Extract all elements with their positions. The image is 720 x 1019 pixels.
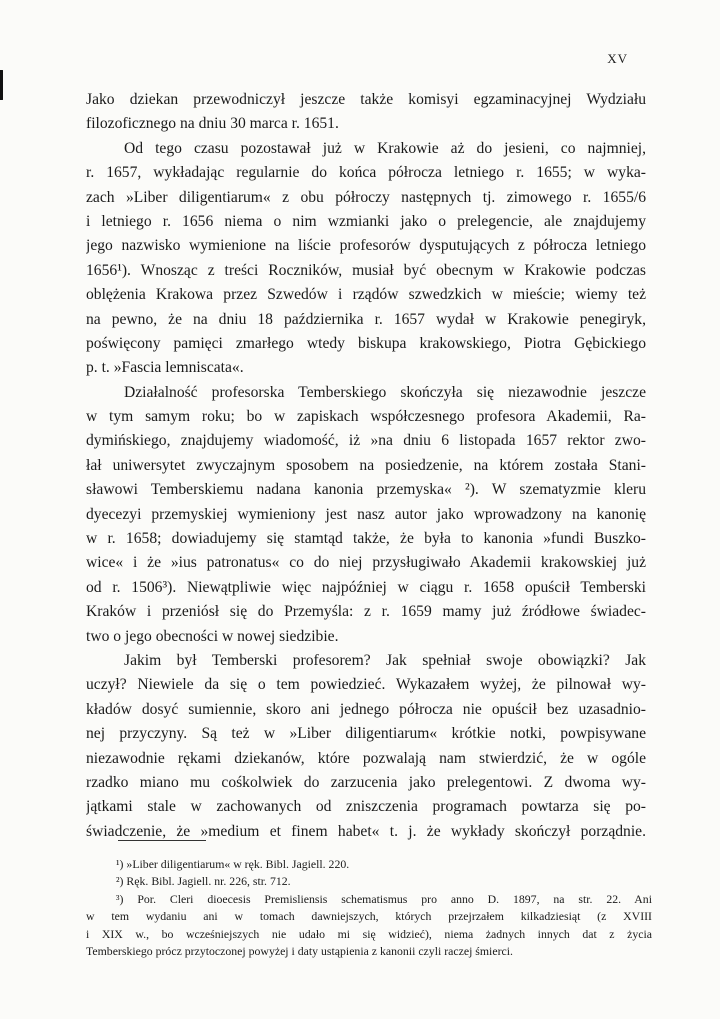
body-line: jego nazwisko wymienione na liście profesorów dysputujących z półrocza letniego xyxy=(86,237,646,255)
body-line: sławowi Temberskiemu nadana kanonia przemyska« ²). W szematyzmie kleru xyxy=(86,481,646,499)
body-line: dymińskiego, znajdujemy wiadomość, iż »na dniu 6 listopada 1657 rektor zwo- xyxy=(86,432,646,450)
footnote-line: ³) Por. Cleri dioecesis Premisliensis schematismus pro anno D. 1897, na str. 22. Ani xyxy=(116,891,652,906)
body-line: filozoficznego na dniu 30 marca r. 1651. xyxy=(86,115,339,133)
body-line: jątkami stale w zachowanych od zniszczenia programach powtarza się po- xyxy=(86,798,646,816)
footnote-line: i XIX w., bo wcześniejszych nie udało mi się widzieć), niema żadnych innych dat z życia xyxy=(86,926,652,941)
body-line: Jakim był Temberski profesorem? Jak spełniał swoje obowiązki? Jak xyxy=(124,651,646,669)
body-line: uczył? Niewiele da się o tem powiedzieć. Wykazałem wyżej, że pilnował wy- xyxy=(86,676,646,694)
body-line: r. 1657, wykładając regularnie do końca półrocza letniego r. 1655; w wyka- xyxy=(86,164,646,182)
footnote-separator xyxy=(118,840,206,841)
body-line: Od tego czasu pozostawał już w Krakowie aż do jesieni, co najmniej, xyxy=(124,139,646,157)
body-line: dyecezyi przemyskiej wymieniony jest nasz autor jako wprowadzony na kanonię xyxy=(86,505,646,523)
body-text xyxy=(86,88,646,844)
body-line: kładów dosyć sumiennie, skoro ani jednego półrocza nie opuścił bez uzasadnio- xyxy=(86,700,646,718)
body-line: świadczenie, że »medium et finem habet« t. j. że wykłady skończył porządnie. xyxy=(86,822,646,840)
footnote-line: w tem wydaniu ani w tomach dawniejszych, których przejrzałem kilkadziesiąt (z XVIII xyxy=(86,909,652,924)
footnote-line: ¹) »Liber diligentiarum« w ręk. Bibl. Jagiell. 220. xyxy=(116,857,350,871)
body-line: zach »Liber diligentiarum« z obu półroczy następnych tj. zimowego r. 1655/6 xyxy=(86,188,646,206)
body-line: Jako dziekan przewodniczył jeszcze także komisyi egzaminacyjnej Wydziału xyxy=(86,91,646,108)
body-line: łał uniwersytet zwyczajnym sposobem na posiedzenie, na którem została Stani- xyxy=(86,456,646,474)
body-line: w r. 1658; dowiadujemy się stamtąd także, że była to kanonia »fundi Buszko- xyxy=(86,530,646,548)
body-line: nej przyczyny. Są też w »Liber diligentiarum« krótkie notki, powpisywane xyxy=(86,725,646,743)
body-line: i letniego r. 1656 niema o nim wzmianki jako o prelegencie, ale znajdujemy xyxy=(86,212,646,230)
body-line: 1656¹). Wnosząc z treści Roczników, musiał być obecnym w Krakowie podczas xyxy=(86,261,646,279)
body-line: poświęcony pamięci zmarłego wtedy biskupa krakowskiego, Piotra Gębickiego xyxy=(86,334,646,352)
body-line: wice« i że »ius patronatus« co do niej przysługiwało Akademii krakowskiej już xyxy=(86,554,646,572)
body-line: rzadko miano mu cośkolwiek do zarzucenia jako prelegentowi. Z dwoma wy- xyxy=(86,773,646,791)
body-line: p. t. »Fascia lemniscata«. xyxy=(86,359,244,377)
body-line: two o jego obecności w nowej siedzibie. xyxy=(86,627,339,645)
body-line: oblężenia Krakowa przez Szwedów i rządów szwedzkich w mieście; wiemy też xyxy=(86,286,646,304)
footnotes xyxy=(86,856,652,960)
body-line: niezawodnie rękami dziekanów, które pozwalają nam stwierdzić, że w ogóle xyxy=(86,749,646,767)
footnote-line: ²) Ręk. Bibl. Jagiell. nr. 226, str. 712. xyxy=(116,874,291,889)
page-number: XV xyxy=(607,51,628,66)
body-line: od r. 1506³). Niewątpliwie więc najpóźniej w ciągu r. 1658 opuścił Temberski xyxy=(86,578,646,596)
footnote-line: Temberskiego prócz przytoczonej powyżej i daty ustąpienia z kanonii czyli raczej śmierci. xyxy=(86,943,513,958)
body-line: Działalność profesorska Temberskiego skończyła się niezawodnie jeszcze xyxy=(124,383,646,401)
body-line: Kraków i przeniósł się do Przemyśla: z r. 1659 mamy już źródłowe świadec- xyxy=(86,603,646,621)
body-line: w tym samym roku; bo w zapiskach współczesnego profesora Akademii, Ra- xyxy=(86,408,646,426)
page-edge-mark xyxy=(0,70,8,100)
body-line: na pewno, że na dniu 18 października r. 1657 wydał w Krakowie penegiryk, xyxy=(86,310,646,328)
